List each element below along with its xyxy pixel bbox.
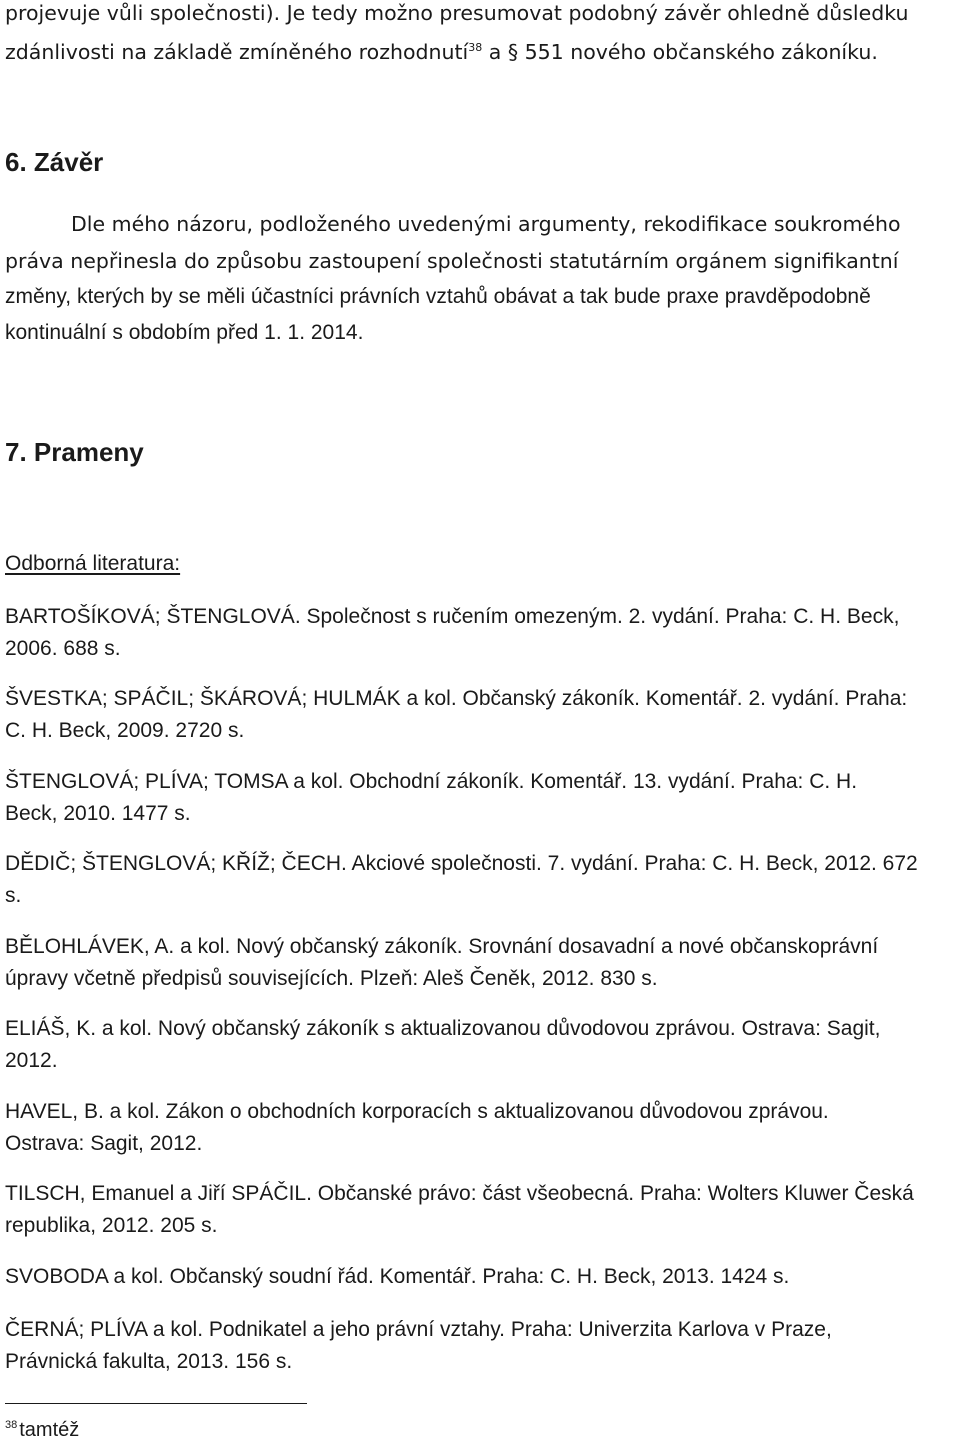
reference-line: SVOBODA a kol. Občanský soudní řád. Komentář. Praha: C. H. Beck, 2013. 1424 s. (5, 1265, 790, 1288)
section-heading-sources: 7. Prameny (5, 437, 144, 467)
reference-line: s. (5, 884, 22, 907)
reference-line: 2006. 688 s. (5, 637, 121, 660)
reference-line: HAVEL, B. a kol. Zákon o obchodních korporacích s aktualizovanou důvodovou zprávou. (5, 1100, 829, 1123)
reference-line: ŠVESTKA; SPÁČIL; ŠKÁROVÁ; HULMÁK a kol. Občanský zákoník. Komentář. 2. vydání. Praha: (5, 687, 908, 710)
footnote-number: 38 (5, 1419, 18, 1431)
reference-line: ELIÁŠ, K. a kol. Nový občanský zákoník s aktualizovanou důvodovou zprávou. Ostrava: Sagit, (5, 1017, 881, 1040)
intro-line-2-tail: a § 551 nového občanského zákoníku. (482, 40, 878, 64)
reference-line: Beck, 2010. 1477 s. (5, 802, 191, 825)
reference-line: ČERNÁ; PLÍVA a kol. Podnikatel a jeho právní vztahy. Praha: Univerzita Karlova v Praze, (5, 1318, 832, 1341)
intro-line-2 (5, 39, 878, 65)
conclusion-line-2: práva nepřinesla do způsobu zastoupení společnosti statutárním orgánem signifikantní (5, 249, 899, 273)
reference-line: TILSCH, Emanuel a Jiří SPÁČIL. Občanské právo: část všeobecná. Praha: Wolters Kluwer Česká (5, 1182, 914, 1205)
reference-line: ŠTENGLOVÁ; PLÍVA; TOMSA a kol. Obchodní zákoník. Komentář. 13. vydání. Praha: C. H. (5, 770, 858, 793)
subheading-literature: Odborná literatura: (5, 552, 181, 575)
footnote-separator (5, 1403, 307, 1404)
reference-line: BĚLOHLÁVEK, A. a kol. Nový občanský zákoník. Srovnání dosavadní a nové občanskoprávní (5, 935, 879, 958)
reference-line: C. H. Beck, 2009. 2720 s. (5, 719, 245, 742)
conclusion-line-4: kontinuální s obdobím před 1. 1. 2014. (5, 321, 364, 344)
intro-line-1: projevuje vůli společnosti). Je tedy možno presumovat podobný závěr ohledně důsledku (5, 1, 909, 25)
reference-line: Právnická fakulta, 2013. 156 s. (5, 1350, 293, 1373)
section-heading-conclusion: 6. Závěr (5, 147, 104, 177)
reference-line: úpravy včetně předpisů souvisejících. Plzeň: Aleš Čeněk, 2012. 830 s. (5, 967, 658, 990)
reference-line: 2012. (5, 1049, 58, 1072)
footnote (5, 1418, 79, 1442)
reference-line: DĚDIČ; ŠTENGLOVÁ; KŘÍŽ; ČECH. Akciové společnosti. 7. vydání. Praha: C. H. Beck, 2012. 672 (5, 852, 918, 875)
reference-line: BARTOŠÍKOVÁ; ŠTENGLOVÁ. Společnost s ručením omezeným. 2. vydání. Praha: C. H. Beck, (5, 605, 900, 628)
footnote-ref[interactable]: 38 (468, 41, 483, 54)
reference-line: Ostrava: Sagit, 2012. (5, 1132, 203, 1155)
footnote-text: tamtéž (19, 1419, 80, 1441)
reference-line: republika, 2012. 205 s. (5, 1214, 218, 1237)
conclusion-line-3: změny, kterých by se měli účastníci právních vztahů obávat a tak bude praxe pravděpodobně (5, 285, 871, 308)
conclusion-line-1: Dle mého názoru, podloženého uvedenými argumenty, rekodifikace soukromého (71, 212, 901, 236)
intro-line-2-text: zdánlivosti na základě zmíněného rozhodnutí (5, 40, 469, 64)
